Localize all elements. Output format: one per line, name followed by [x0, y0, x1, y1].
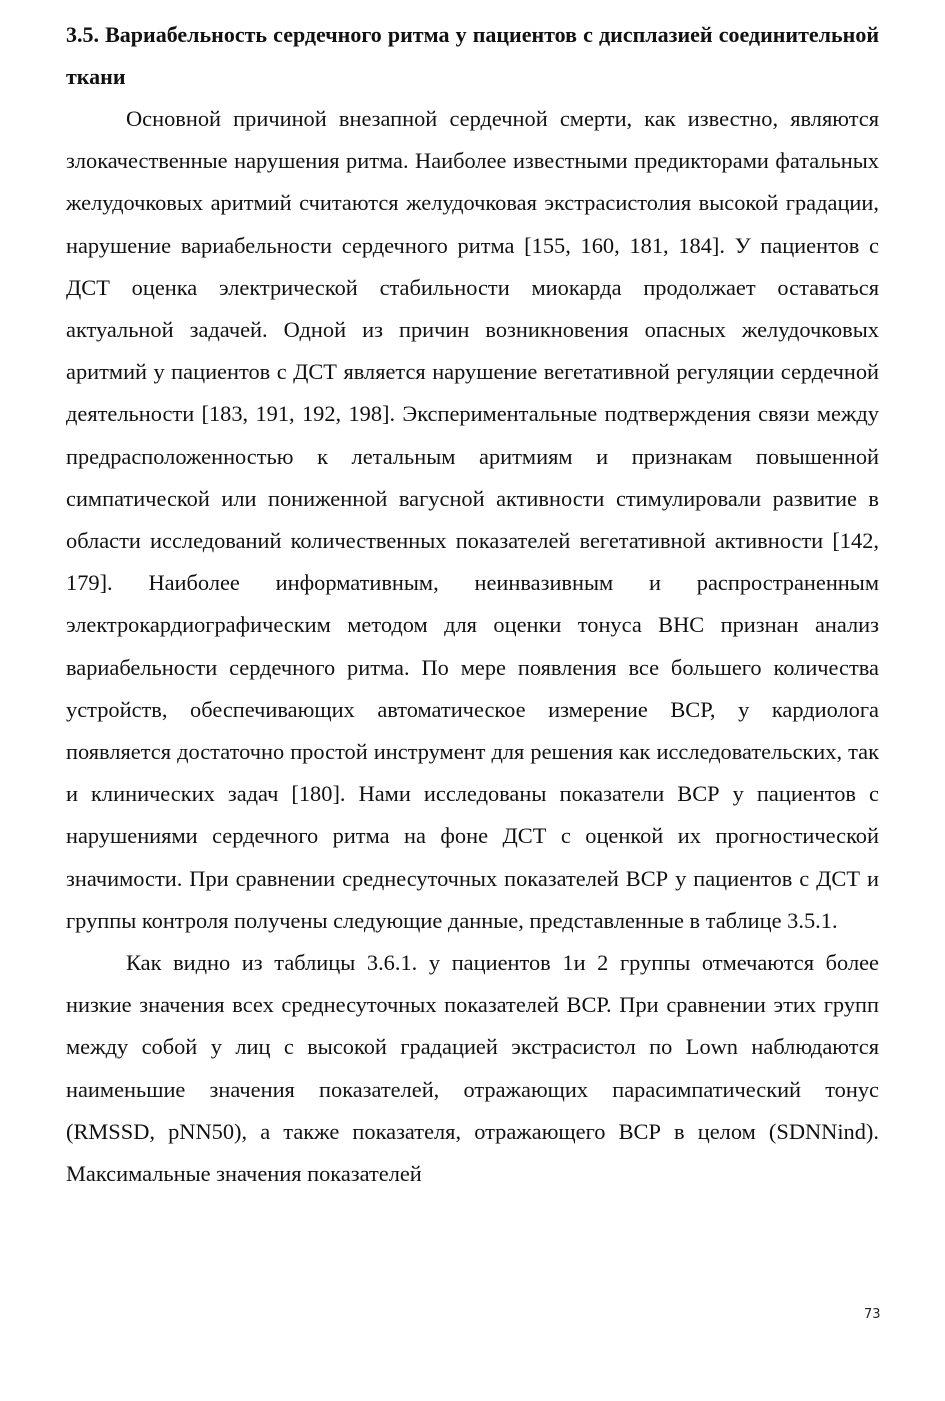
- body-paragraph-1: Основной причиной внезапной сердечной смерти, как известно, являются злокачественные нарушения ритма. Наиболее известными предикторами фатальных желудочковых аритмий считаются желудочковая экстрасистолия высокой градации, нарушение вариабельности сердечного ритма [155, 160, 181, 184]. У пациентов с ДСТ оценка электрической стабильности миокарда продолжает оставаться актуальной задачей. Одной из причин возникновения опасных желудочковых аритмий у пациентов с ДСТ является нарушение вегетативной регуляции сердечной деятельности [183, 191, 192, 198]. Экспериментальные подтверждения связи между предрасположенностью к летальным аритмиям и признакам повышенной симпатической или пониженной вагусной активности стимулировали развитие в области исследований количественных показателей вегетативной активности [142, 179]. Наиболее информативным, неинвазивным и распространенным электрокардиографическим методом для оценки тонуса ВНС признан анализ вариабельности сердечного ритма. По мере появления все большего количества устройств, обеспечивающих автоматическое измерение ВСР, у кардиолога появляется достаточно простой инструмент для решения как исследовательских, так и клинических задач [180]. Нами исследованы показатели ВСР у пациентов с нарушениями сердечного ритма на фоне ДСТ с оценкой их прогностической значимости. При сравнении среднесуточных показателей ВСР у пациентов с ДСТ и группы контроля получены следующие данные, представленные в таблице 3.5.1.: [66, 106, 879, 933]
- body-paragraph-2: Как видно из таблицы 3.6.1. у пациентов 1и 2 группы отмечаются более низкие значения всех среднесуточных показателей ВСР. При сравнении этих групп между собой у лиц с высокой градацией экстрасистол по Lown наблюдаются наименьшие значения показателей, отражающих парасимпатический тонус (RMSSD, pNN50), а также показателя, отражающего ВСР в целом (SDNNind). Максимальные значения показателей: [66, 950, 879, 1187]
- page-number: 73: [864, 1307, 881, 1322]
- document-page: [66, 14, 879, 1195]
- section-heading: 3.5. Вариабельность сердечного ритма у пациентов с дисплазией соединительной ткани: [66, 22, 879, 89]
